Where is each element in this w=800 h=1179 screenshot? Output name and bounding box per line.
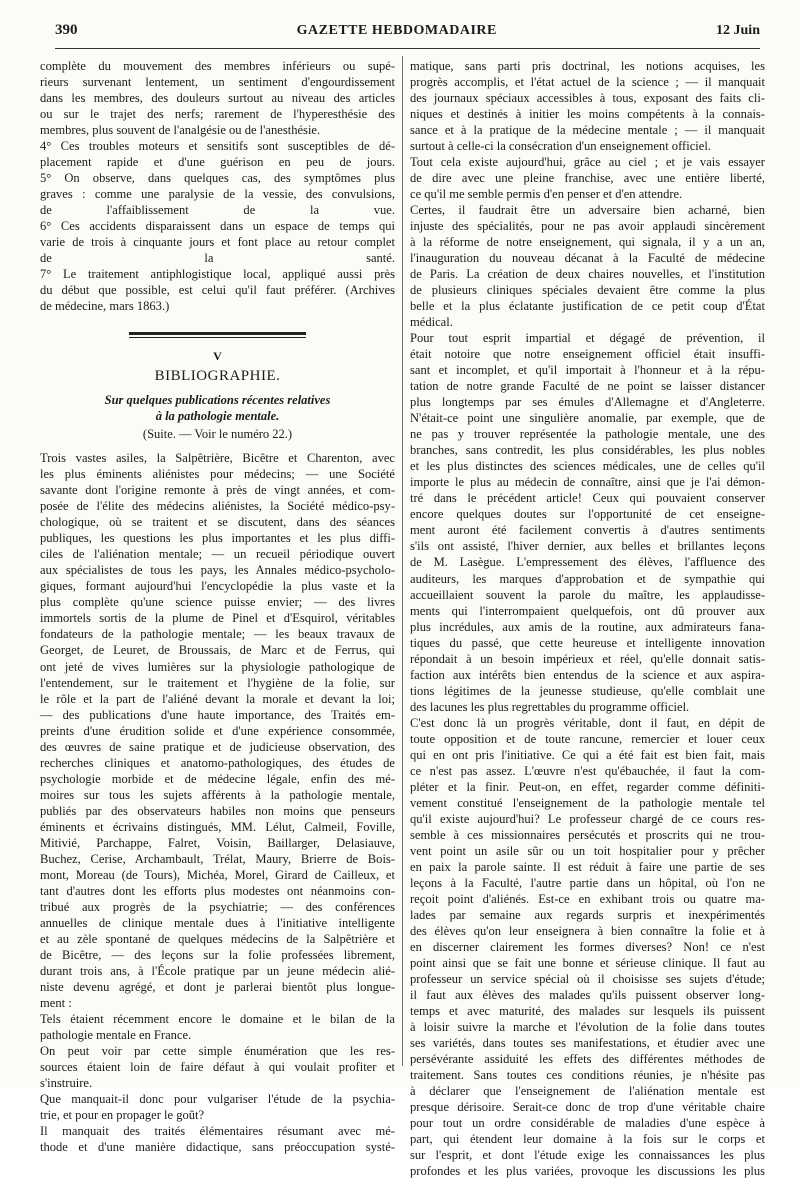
text-line: niste devenu agrégé, et dont je parlerai bientôt plus longue- <box>40 979 395 994</box>
text-line: qu'il existe aujourd'hui? Le professeur chargé de ce cours res- <box>410 811 765 826</box>
right-paragraph-1 <box>410 58 765 154</box>
tail-paragraph-1 <box>40 1011 395 1043</box>
text-line: à la réforme de notre enseignement, qui signala, il y a un an, <box>410 235 765 250</box>
text-line: pour tout un ordre considérable de maladies d'une espèce à <box>410 1116 765 1131</box>
text-line: Tout cela existe aujourd'hui, grâce au ciel ; et je vais essayer <box>410 155 765 170</box>
text-line: part, qui étendent leur domaine à la fois sur le corps et <box>410 1132 765 1147</box>
text-line: aux spécialistes de tous les pays, les Annales médico-psycholo- <box>40 563 395 578</box>
text-line: progrès accomplis, et l'état actuel de la science ; — il manquait <box>410 75 765 90</box>
text-line: des élèves qu'on leur enseignera à bien connaître la folie et à <box>410 923 765 938</box>
text-line: tribué aux progrès de la psychiatrie; — des conférences <box>40 899 395 914</box>
text-line: Georget, de Leuret, de Broussais, de Marc et de Ferrus, qui <box>40 643 395 658</box>
text-line: en paix la parole sainte. Il est réduit à faire une partie de ses <box>410 859 765 874</box>
text-line: savante dont l'origine remonte à près de vingt années, et com- <box>40 483 395 498</box>
section-rule <box>129 332 307 338</box>
right-column <box>410 58 765 1179</box>
text-line: vent point un asile sûr ou un toit hospitalier pour y prêcher <box>410 843 765 858</box>
section-numeral: V <box>213 349 222 364</box>
text-line: Il manquait des traités élémentaires résumant avec mé- <box>40 1123 395 1138</box>
text-line: Que manquait-il donc pour vulgariser l'étude de la psychia- <box>40 1091 395 1106</box>
text-line: giques, formant aujourd'hui l'encyclopédie la plus vaste et la <box>40 579 395 594</box>
text-line: Certes, il faudrait être un adversaire bien acharné, bien <box>410 203 765 218</box>
right-paragraph-3 <box>410 202 765 330</box>
text-line: de Paris. La création de deux chaires nouvelles, et l'institution <box>410 267 765 282</box>
text-line: ont jeté de vives lumières sur la physiologie pathologique de <box>40 659 395 674</box>
left-column <box>40 58 395 1154</box>
text-line: belle et la plus éclatante justification de ce petit coup d'État <box>410 299 765 314</box>
journal-title: GAZETTE HEBDOMADAIRE <box>296 23 497 38</box>
text-line: ciles de l'aliénation mentale; — un recueil périodique ouvert <box>40 547 395 562</box>
text-line: branches, sans contredit, les plus considérables, les plus nobles <box>410 443 765 458</box>
text-line: Mitivié, Parchappe, Falret, Voisin, Baillarger, Delasiauve, <box>40 835 395 850</box>
text-line: Tels étaient récemment encore le domaine et le bilan de la <box>40 1011 395 1026</box>
text-line: trie, et pour en propager le goût? <box>40 1107 205 1122</box>
text-line: psychologie morbide et de médecine légale, enfin des mé- <box>40 771 395 786</box>
right-paragraph-2 <box>410 154 765 202</box>
text-line: matique, sans parti pris doctrinal, les notions acquises, les <box>410 59 765 73</box>
text-line: C'est donc là un progrès véritable, dont il faut, en dépit de <box>410 715 765 730</box>
text-line: complète du mouvement des membres inférieurs ou supé- <box>40 59 395 73</box>
text-line: rieurs survenant lentement, un sentiment d'engourdissement <box>40 75 395 90</box>
text-line: pathologie mentale en France. <box>40 1027 192 1042</box>
right-paragraph-5 <box>410 715 765 1179</box>
text-line: presque dérisoire. Serait-ce donc de trop d'une véritable chaire <box>410 1100 765 1115</box>
text-line: 7° Le traitement antiphlogistique local, appliqué aussi près <box>40 267 395 282</box>
text-line: publiques, les questions les plus importantes et les plus diffi- <box>40 531 395 546</box>
text-line: temps et avec maturité, des malades sur lesquels ils puissent <box>410 1003 765 1018</box>
article-title-line-1: Sur quelques publications récentes relatives <box>104 393 331 408</box>
text-line: tré dans le précédent article! Ceux qui pouvaient conserver <box>410 491 765 506</box>
text-line: accueillaient souvent la parole du maître, les applaudisse- <box>410 587 765 602</box>
body-paragraph <box>40 450 395 1011</box>
text-line: en discerner clairement les formes diverses? Non! ce n'est <box>410 939 765 954</box>
text-line: recherches cliniques et anatomo-pathologiques, des études de <box>40 755 395 770</box>
text-line: du début que possible, est celui qu'il faut préférer. (Archives <box>40 283 395 298</box>
text-line: les plus éminents aliénistes pour médecins; — une Société <box>40 467 395 482</box>
page-number: 390 <box>55 22 78 38</box>
text-line: était notoire que notre enseignement officiel était insuffi- <box>410 347 765 362</box>
text-line: dans les membres, des douleurs surtout au niveau des articles <box>40 91 395 106</box>
text-line: thode et d'une manière didactique, sans préoccupation systé- <box>40 1139 395 1154</box>
text-line: annuelles de clinique mentale dues à l'initiative intelligente <box>40 915 395 930</box>
text-line: lades par semaine aux regards surpris et inexpérimentés <box>410 907 765 922</box>
text-line: l'entendement, sur le traitement et l'hygiène de la folie, sur <box>40 675 395 690</box>
text-line: niques et destinés à initier les moins compétents à la connais- <box>410 107 765 122</box>
text-line: le rôle et la part de l'aliéné devant la morale et devant la loi; <box>40 691 395 706</box>
text-line: durant trois ans, à l'École pratique par un jeune médecin alié- <box>40 963 395 978</box>
text-line: immortels sortis de la plume de Pinel et d'Esquirol, véritables <box>40 611 395 626</box>
text-line: de M. Lasègue. L'empressement des élèves, l'affluence des <box>410 555 765 570</box>
text-line: et au zèle spontané de quelques médecins de la Salpêtrière et <box>40 931 395 946</box>
text-line: 5° On observe, dans quelques cas, des symptômes plus <box>40 171 395 186</box>
tail-paragraph-4 <box>40 1123 395 1155</box>
text-line: fondateurs de la pathologie mentale; — les beaux travaux de <box>40 627 395 642</box>
text-line: N'était-ce point une singulière anomalie, par exemple, que de <box>410 411 765 426</box>
tail-paragraph-3 <box>40 1091 395 1123</box>
text-line: mont, Moreau (de Tours), Michéa, Morel, Girard de Cailleux, et <box>40 867 395 882</box>
text-line: auditeurs, les marques d'approbation et de sympathie qui <box>410 571 765 586</box>
text-line: varie de trois à cinquante jours et font place au retour complet <box>40 235 395 250</box>
text-line: chologique, où se traitent et se discutent, dans des séances <box>40 515 395 530</box>
text-line: sur l'esprit, et dont l'étude exige les connaissances les plus <box>410 1148 765 1163</box>
intro-paragraph <box>40 58 395 138</box>
text-line: de Bicêtre, — des leçons sur la folie professées librement, <box>40 947 395 962</box>
text-line: ne pas y trouver représentée la pathologie mentale, une des <box>410 427 765 442</box>
text-line: ses variétés, dans toutes ses manifestations, et étudier avec une <box>410 1035 765 1050</box>
text-line: surtout à celle-ci la consécration d'un enseignement officiel. <box>410 139 711 154</box>
text-line: de l'affaiblissement de la vue. <box>40 203 395 218</box>
text-line: ce qu'il me semble permis d'en penser et d'en attendre. <box>410 187 683 202</box>
issue-date: 12 Juin <box>716 23 760 38</box>
text-line: des journaux spéciaux accessibles à tous, exposant des faits cli- <box>410 91 765 106</box>
continuation-note: (Suite. — Voir le numéro 22.) <box>142 427 293 442</box>
text-line: vement constitué l'enseignement de la pathologie mentale tel <box>410 795 765 810</box>
text-line: profondes et les plus variées, provoque les discussions les plus <box>410 1164 765 1179</box>
text-line: placement rapide et d'une guérison en peu de jours. <box>40 155 395 170</box>
text-line: Buchez, Cerise, Archambault, Trélat, Maury, Brierre de Bois- <box>40 851 395 866</box>
text-line: plus complète qu'une science puisse envier; — des livres <box>40 595 395 610</box>
text-line: leçons à la Faculté, l'autre partie dans un hôpital, où l'on ne <box>410 875 765 890</box>
text-line: injuste des spécialités, pour ne pas avoir applaudi sincèrement <box>410 219 765 234</box>
text-line: posée de l'élite des médecins aliénistes, la Société médico-psy- <box>40 499 395 514</box>
text-line: s'ils ont assisté, l'hiver dernier, aux belles et brillantes leçons <box>410 539 765 554</box>
text-line: On peut voir par cette simple énumération que les res- <box>40 1043 395 1058</box>
right-paragraph-4 <box>410 330 765 714</box>
text-line: des lacunes les plus regrettables du programme officiel. <box>410 699 690 714</box>
text-line: Trois vastes asiles, la Salpêtrière, Bicêtre et Charenton, avec <box>40 451 395 466</box>
text-line: tiques du passé, que cette heureuse et intelligente innovation <box>410 635 765 650</box>
text-line: toute opposition et de toute rancune, remercier et louer ceux <box>410 731 765 746</box>
text-line: importe le plus au médecin de connaître, ainsi que je l'ai démon- <box>410 475 765 490</box>
text-line: de médecine, mars 1863.) <box>40 299 170 314</box>
text-line: qui en ont pris l'initiative. Ce qui a été fait est bien fait, mais <box>410 747 765 762</box>
text-line: sance et à la pratique de la médecine mentale ; — il manquait <box>410 123 765 138</box>
text-line: membres, plus souvent de l'analgésie ou de l'anesthésie. <box>40 123 321 138</box>
text-line: encore quelques doutes sur l'opportunité de cet enseigne- <box>410 507 765 522</box>
text-line: de dire avec une pleine franchise, avec une entière liberté, <box>410 171 765 186</box>
text-line: pléter et la finir. Peut-on, en effet, regarder comme définiti- <box>410 779 765 794</box>
text-line: éminents et écrivains distingués, MM. Lélut, Calmeil, Foville, <box>40 819 395 834</box>
section-heading: BIBLIOGRAPHIE. <box>154 368 281 385</box>
column-divider <box>402 56 403 1066</box>
text-line: médical. <box>410 315 453 330</box>
article-title-line-2: à la pathologie mentale. <box>155 409 280 424</box>
text-line: professeur un service spécial où il choisisse ses sujets d'étude; <box>410 971 765 986</box>
text-line: de la santé. <box>40 251 395 266</box>
text-line: de plusieurs cliniques spéciales devaient être comme la plus <box>410 283 765 298</box>
text-line: des œuvres de saine pratique et de judicieuse observation, des <box>40 739 395 754</box>
text-line: à déclarer que l'enseignement de l'aliénation mentale est <box>410 1084 765 1098</box>
text-line: l'inauguration du nouveau décanat à la Faculté de médecine <box>410 251 765 266</box>
text-line: publiés par des observateurs habiles non moins que penseurs <box>40 803 395 818</box>
text-line: ce n'est pas assez. L'œuvre n'est qu'ébauchée, il faut la com- <box>410 763 765 778</box>
text-line: 4° Ces troubles moteurs et sensitifs sont susceptibles de dé- <box>40 139 395 154</box>
text-line: plus longtemps par ses émules d'Allemagne et d'Angleterre. <box>410 395 765 410</box>
text-line: à loisir suivre la marche et l'évolution de la folie dans toutes <box>410 1019 765 1034</box>
text-line: reçoit point d'aliénés. Est-ce en exhibant trois ou quatre ma- <box>410 891 765 906</box>
text-line: il faut aux élèves des malades qu'ils puissent observer long- <box>410 987 765 1002</box>
text-line: moires sur tous les sujets afférents à la pathologie mentale, <box>40 787 395 802</box>
text-line: ment auront été facilement convertis à d'autres sentiments <box>410 523 765 538</box>
text-line: graves : comme une paralysie de la vessie, des convulsions, <box>40 187 395 202</box>
text-line: tant d'autres dont les efforts plus modestes ont néanmoins con- <box>40 883 395 898</box>
text-line: s'instruire. <box>40 1075 93 1090</box>
text-line: sant et incomplet, et qu'il importait à l'honneur et à la répu- <box>410 363 765 378</box>
text-line: plus incrédules, aux amis de la routine, aux admirateurs fana- <box>410 619 765 634</box>
text-line: faction aux intérêts bien entendus de la science et aux aspira- <box>410 667 765 682</box>
text-line: — des publications d'une haute importance, des Traités em- <box>40 707 395 722</box>
numbered-points <box>40 138 395 314</box>
text-line: ments qui l'interrompaient quelquefois, ont dû prouver aux <box>410 603 765 618</box>
page-header <box>55 22 760 49</box>
text-line: tions légitimes de la jeunesse studieuse, qu'elle comblait une <box>410 683 765 698</box>
text-line: Pour tout esprit impartial et dégagé de prévention, il <box>410 331 765 346</box>
text-line: persévérante assiduité les effets des différentes méthodes de <box>410 1051 765 1066</box>
text-line: semble à ces missionnaires persécutés et proscrits qui ne trou- <box>410 827 765 842</box>
text-line: ment : <box>40 995 72 1010</box>
text-line: tation de notre grande Faculté de ne point se laisser distancer <box>410 379 765 394</box>
tail-paragraph-2 <box>40 1043 395 1091</box>
text-line: sources étaient loin de faire défaut à qui voulait profiter et <box>40 1059 395 1074</box>
text-line: preints d'une érudition solide et d'une expérience consommée, <box>40 723 395 738</box>
text-line: et les plus distinctes des sciences médicales, une de celles qu'il <box>410 459 765 474</box>
text-line: point ainsi que se fait une bonne et sérieuse clinique. Il faut au <box>410 955 765 970</box>
text-line: 6° Ces accidents disparaissent dans un espace de temps qui <box>40 219 395 234</box>
text-line: traitement. Sans toutes ces conditions réunies, je n'hésite pas <box>410 1067 765 1082</box>
text-line: répondait à un besoin impérieux et réel, qu'elle donnait satis- <box>410 651 765 666</box>
text-line: ou sur le trajet des nerfs; rarement de l'hyperesthésie des <box>40 107 395 122</box>
